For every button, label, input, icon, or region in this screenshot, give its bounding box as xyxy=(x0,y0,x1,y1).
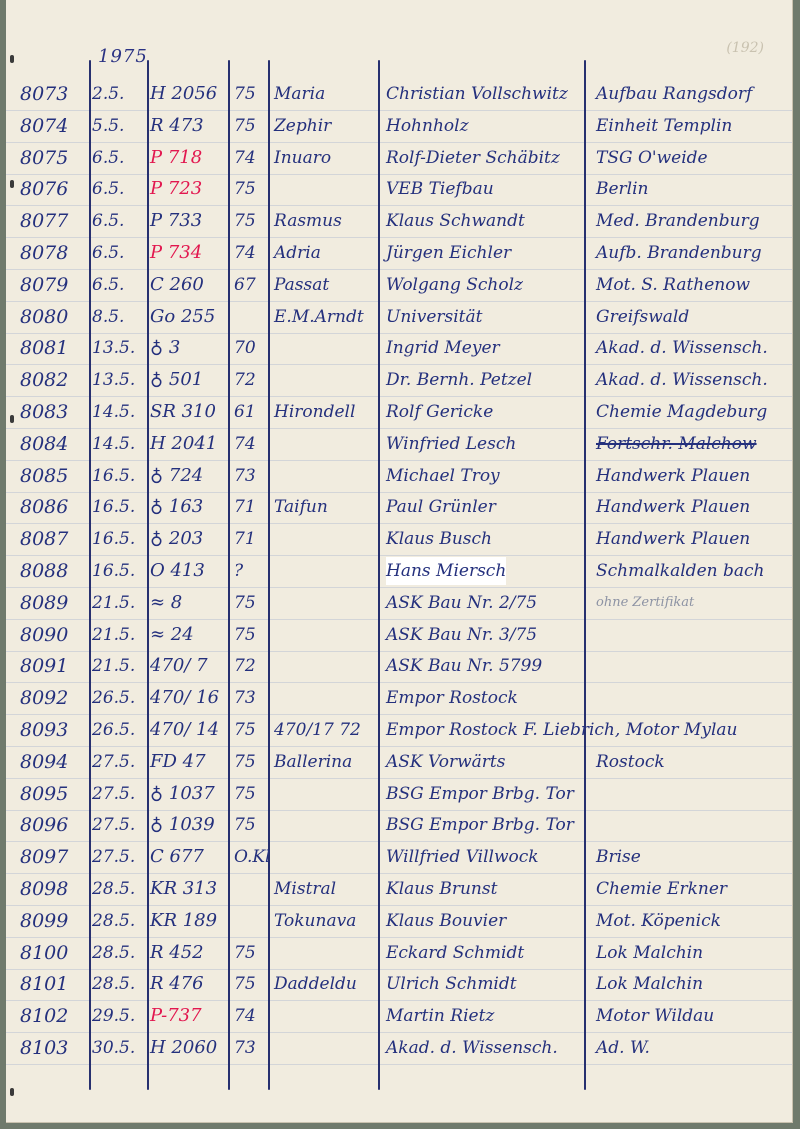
cell-reg: R 473 xyxy=(150,114,204,136)
cell-owner: BSG Empor Brbg. Tor xyxy=(386,783,574,804)
ledger-page xyxy=(6,0,793,1123)
cell-yr: 75 xyxy=(234,974,256,995)
cell-date: 8.5. xyxy=(92,306,125,327)
ledger-row xyxy=(6,80,792,110)
cell-yr: 75 xyxy=(234,115,256,136)
cell-club: Akad. d. Wissensch. xyxy=(596,338,768,359)
cell-owner: Klaus Busch xyxy=(386,529,492,550)
cell-owner: Klaus Brunst xyxy=(386,879,498,899)
cell-yr: 74 xyxy=(234,147,256,168)
cell-yr: 75 xyxy=(234,84,256,104)
cell-owner: Paul Grünler xyxy=(386,497,496,518)
cell-boat: Tokunava xyxy=(274,910,357,931)
cell-reg: KR 313 xyxy=(150,878,218,899)
cell-club: Med. Brandenburg xyxy=(596,211,760,232)
cell-date: 26.5. xyxy=(92,688,136,709)
cell-owner: Hans Miersch xyxy=(386,557,506,585)
cell-reg: Go 255 xyxy=(150,305,216,327)
cell-date: 14.5. xyxy=(92,402,136,422)
cell-nr: 8098 xyxy=(20,878,69,900)
cell-date: 28.5. xyxy=(92,879,136,899)
cell-reg: H 2056 xyxy=(150,83,218,104)
cell-reg: P 734 xyxy=(150,242,203,263)
cell-owner: Martin Rietz xyxy=(386,1006,495,1027)
cell-date: 21.5. xyxy=(92,592,136,613)
cell-date: 16.5. xyxy=(92,497,136,518)
cell-reg: ♁ 163 xyxy=(150,496,204,518)
ledger-row xyxy=(6,1034,792,1064)
ledger-row xyxy=(6,271,792,301)
ledger-row xyxy=(6,557,792,587)
cell-date: 26.5. xyxy=(92,720,136,740)
ledger-row xyxy=(6,207,792,237)
cell-reg: P 733 xyxy=(150,210,203,232)
cell-date: 6.5. xyxy=(92,211,125,232)
cell-owner: Wolgang Scholz xyxy=(386,274,523,295)
ledger-row xyxy=(6,112,792,142)
cell-nr: 8096 xyxy=(20,814,69,837)
ledger-row xyxy=(6,811,792,841)
cell-nr: 8100 xyxy=(20,941,69,964)
cell-club: Lok Malchin xyxy=(596,974,704,995)
cell-yr: ? xyxy=(234,561,244,581)
cell-nr: 8080 xyxy=(20,305,69,328)
cell-reg: P 723 xyxy=(150,178,203,200)
cell-nr: 8091 xyxy=(20,655,69,678)
cell-owner: BSG Empor Brbg. Tor xyxy=(386,815,574,836)
cell-boat: Maria xyxy=(274,84,326,104)
ledger-row xyxy=(6,843,792,873)
cell-club: Rostock xyxy=(596,751,665,772)
cell-yr: 75 xyxy=(234,815,256,836)
cell-owner: Jürgen Eichler xyxy=(386,243,512,263)
cell-boat: Inuaro xyxy=(274,147,332,168)
cell-nr: 8079 xyxy=(20,273,69,296)
cell-reg: H 2060 xyxy=(150,1037,218,1058)
cell-yr: 75 xyxy=(234,942,256,963)
cell-date: 21.5. xyxy=(92,624,136,645)
cell-club: Fortschr. Malchow xyxy=(596,433,757,454)
ledger-row xyxy=(6,970,792,1000)
cell-nr: 8075 xyxy=(20,146,69,169)
cell-yr: 71 xyxy=(234,529,256,550)
cell-yr: 75 xyxy=(234,783,256,804)
cell-club: Akad. d. Wissensch. xyxy=(596,370,768,391)
cell-boat: Adria xyxy=(274,243,321,263)
cell-reg: O 413 xyxy=(150,560,205,581)
cell-reg: ♁ 724 xyxy=(150,464,204,486)
cell-yr: 75 xyxy=(234,720,256,740)
cell-reg: P-737 xyxy=(150,1005,202,1027)
cell-owner: ASK Bau Nr. 2/75 xyxy=(386,592,538,613)
cell-boat: Mistral xyxy=(274,879,337,899)
cell-boat: Rasmus xyxy=(274,211,342,232)
cell-reg: ≈ 8 xyxy=(150,591,183,613)
cell-club: Greifswald xyxy=(596,306,690,327)
cell-owner: Klaus Schwandt xyxy=(386,211,525,232)
cell-date: 16.5. xyxy=(92,561,136,581)
cell-date: 28.5. xyxy=(92,974,136,995)
cell-nr: 8094 xyxy=(20,750,69,773)
cell-club: TSG O'weide xyxy=(596,147,708,168)
cell-nr: 8084 xyxy=(20,432,69,455)
cell-yr: 73 xyxy=(234,1038,256,1058)
cell-club: Schmalkalden bach xyxy=(596,561,765,581)
cell-reg: ♁ 203 xyxy=(150,528,204,550)
cell-yr: 74 xyxy=(234,433,256,454)
cell-reg: SR 310 xyxy=(150,401,216,422)
cell-owner: ASK Bau Nr. 3/75 xyxy=(386,624,538,645)
cell-yr: 71 xyxy=(234,497,256,518)
cell-reg: 470/ 14 xyxy=(150,719,220,740)
cell-nr: 8087 xyxy=(20,528,69,551)
cell-owner: Akad. d. Wissensch. xyxy=(386,1038,558,1058)
cell-nr: 8074 xyxy=(20,114,69,137)
cell-yr: 75 xyxy=(234,211,256,232)
cell-reg: ♁ 501 xyxy=(150,369,204,391)
cell-nr: 8073 xyxy=(20,83,69,105)
cell-yr: 72 xyxy=(234,656,256,677)
cell-yr: 73 xyxy=(234,465,256,486)
ledger-row xyxy=(6,780,792,810)
cell-boat: Taifun xyxy=(274,497,328,518)
cell-yr: 74 xyxy=(234,243,256,263)
cell-owner: Rolf-Dieter Schäbitz xyxy=(386,147,560,168)
cell-yr: 75 xyxy=(234,592,256,613)
cell-date: 6.5. xyxy=(92,274,125,295)
page-year: 1975 xyxy=(98,46,148,67)
cell-club: Lok Malchin xyxy=(596,942,704,963)
cell-owner: Ingrid Meyer xyxy=(386,338,500,359)
cell-boat: Hirondell xyxy=(274,402,356,422)
cell-club: ohne Zertifikat xyxy=(596,594,695,610)
cell-date: 5.5. xyxy=(92,115,125,136)
cell-boat: Ballerina xyxy=(274,751,353,772)
ledger-row xyxy=(6,303,792,333)
ledger-row xyxy=(6,430,792,460)
ledger-row xyxy=(6,621,792,651)
cell-date: 16.5. xyxy=(92,465,136,486)
cell-nr: 8082 xyxy=(20,369,69,392)
cell-club: Chemie Erkner xyxy=(596,879,728,899)
cell-nr: 8076 xyxy=(20,178,69,201)
cell-reg: 470/ 7 xyxy=(150,655,208,677)
cell-nr: 8103 xyxy=(20,1037,69,1059)
cell-owner: Universität xyxy=(386,306,483,327)
cell-boat: 470/17 72 xyxy=(274,720,361,740)
cell-reg: 470/ 16 xyxy=(150,687,220,709)
cell-nr: 8086 xyxy=(20,496,69,519)
ledger-row xyxy=(6,525,792,555)
cell-nr: 8088 xyxy=(20,560,69,582)
cell-club: Chemie Magdeburg xyxy=(596,402,768,422)
binding-hole xyxy=(10,1088,14,1096)
cell-reg: P 718 xyxy=(150,146,203,168)
cell-nr: 8078 xyxy=(20,242,69,264)
cell-date: 28.5. xyxy=(92,910,136,931)
cell-owner: Klaus Bouvier xyxy=(386,910,507,931)
ledger-row xyxy=(6,366,792,396)
cell-reg: ♁ 3 xyxy=(150,337,181,359)
cell-club: Handwerk Plauen xyxy=(596,529,751,550)
ledger-row xyxy=(6,462,792,492)
cell-date: 21.5. xyxy=(92,656,136,677)
cell-owner: ASK Bau Nr. 5799 xyxy=(386,656,543,677)
ledger-row xyxy=(6,748,792,778)
cell-nr: 8093 xyxy=(20,719,69,741)
cell-yr: 73 xyxy=(234,688,256,709)
ledger-row xyxy=(6,875,792,905)
ledger-row xyxy=(6,589,792,619)
cell-owner: Empor Rostock xyxy=(386,688,518,709)
ledger-row xyxy=(6,334,792,364)
ledger-row xyxy=(6,716,792,746)
cell-date: 14.5. xyxy=(92,433,136,454)
cell-nr: 8102 xyxy=(20,1005,69,1028)
cell-owner: Rolf Gericke xyxy=(386,402,494,422)
ledger-row xyxy=(6,144,792,174)
cell-date: 30.5. xyxy=(92,1038,136,1058)
cell-nr: 8101 xyxy=(20,973,69,996)
cell-boat: E.M.Arndt xyxy=(274,306,364,327)
cell-date: 13.5. xyxy=(92,370,136,391)
cell-nr: 8097 xyxy=(20,846,69,869)
cell-nr: 8090 xyxy=(20,623,69,646)
cell-club: Handwerk Plauen xyxy=(596,497,751,518)
cell-date: 27.5. xyxy=(92,751,136,772)
cell-club: Brise xyxy=(596,847,641,868)
cell-date: 6.5. xyxy=(92,147,125,168)
cell-nr: 8081 xyxy=(20,337,69,360)
cell-date: 27.5. xyxy=(92,783,136,804)
cell-reg: C 260 xyxy=(150,273,204,295)
cell-boat: Passat xyxy=(274,274,330,295)
cell-club: Mot. Köpenick xyxy=(596,910,721,931)
ledger-row xyxy=(6,175,792,205)
cell-owner: Willfried Villwock xyxy=(386,847,539,868)
cell-yr: 74 xyxy=(234,1006,256,1027)
ledger-row xyxy=(6,239,792,269)
cell-date: 6.5. xyxy=(92,179,125,200)
cell-reg: C 677 xyxy=(150,846,204,868)
cell-club: Aufbau Rangsdorf xyxy=(596,84,753,104)
ledger-row xyxy=(6,684,792,714)
cell-club: Motor Wildau xyxy=(596,1006,715,1027)
ruled-line xyxy=(6,1064,792,1065)
cell-yr: 72 xyxy=(234,370,256,391)
cell-yr: O.Kl xyxy=(234,847,271,868)
cell-owner: Dr. Bernh. Petzel xyxy=(386,370,533,391)
cell-yr: 75 xyxy=(234,751,256,772)
cell-club: Berlin xyxy=(596,179,649,200)
cell-yr: 67 xyxy=(234,274,256,295)
cell-owner: Eckard Schmidt xyxy=(386,942,525,963)
cell-owner: ASK Vorwärts xyxy=(386,751,506,772)
ledger-row xyxy=(6,398,792,428)
cell-nr: 8077 xyxy=(20,210,69,233)
cell-nr: 8085 xyxy=(20,464,69,487)
cell-yr: 75 xyxy=(234,179,256,200)
cell-date: 27.5. xyxy=(92,815,136,836)
cell-boat: Zephir xyxy=(274,115,332,136)
cell-owner: Hohnholz xyxy=(386,115,469,136)
cell-reg: R 476 xyxy=(150,973,204,995)
cell-club: Handwerk Plauen xyxy=(596,465,751,486)
cell-owner: Michael Troy xyxy=(386,465,500,486)
cell-date: 13.5. xyxy=(92,338,136,359)
cell-yr: 61 xyxy=(234,402,256,422)
cell-date: 27.5. xyxy=(92,847,136,868)
cell-owner: VEB Tiefbau xyxy=(386,179,494,200)
cell-owner: Winfried Lesch xyxy=(386,433,517,454)
cell-date: 29.5. xyxy=(92,1006,136,1027)
cell-date: 6.5. xyxy=(92,243,125,263)
cell-club: Aufb. Brandenburg xyxy=(596,243,762,263)
ledger-row xyxy=(6,1002,792,1032)
cell-reg: H 2041 xyxy=(150,432,218,454)
page-corner-mark: (192) xyxy=(726,40,764,56)
cell-club: Einheit Templin xyxy=(596,115,733,136)
cell-reg: KR 189 xyxy=(150,909,218,931)
cell-date: 2.5. xyxy=(92,84,125,104)
binding-hole xyxy=(10,55,14,63)
cell-yr: 75 xyxy=(234,624,256,645)
cell-nr: 8083 xyxy=(20,401,69,423)
cell-nr: 8092 xyxy=(20,687,69,710)
cell-nr: 8089 xyxy=(20,591,69,614)
cell-owner: Christian Vollschwitz xyxy=(386,84,568,104)
ledger-row xyxy=(6,493,792,523)
cell-date: 16.5. xyxy=(92,529,136,550)
cell-date: 28.5. xyxy=(92,942,136,963)
cell-reg: R 452 xyxy=(150,941,204,963)
cell-yr: 70 xyxy=(234,338,256,359)
cell-club: Ad. W. xyxy=(596,1038,650,1058)
cell-nr: 8095 xyxy=(20,782,69,805)
cell-owner: Ulrich Schmidt xyxy=(386,974,517,995)
ledger-row xyxy=(6,907,792,937)
cell-owner: Empor Rostock F. Liebrich, Motor Mylau xyxy=(386,720,738,740)
ledger-row xyxy=(6,939,792,969)
cell-reg: ♁ 1037 xyxy=(150,782,215,804)
ledger-row xyxy=(6,652,792,682)
cell-nr: 8099 xyxy=(20,909,69,932)
cell-reg: ♁ 1039 xyxy=(150,814,215,836)
cell-reg: FD 47 xyxy=(150,750,206,772)
cell-reg: ≈ 24 xyxy=(150,623,194,645)
cell-club: Mot. S. Rathenow xyxy=(596,274,751,295)
cell-boat: Daddeldu xyxy=(274,974,357,995)
